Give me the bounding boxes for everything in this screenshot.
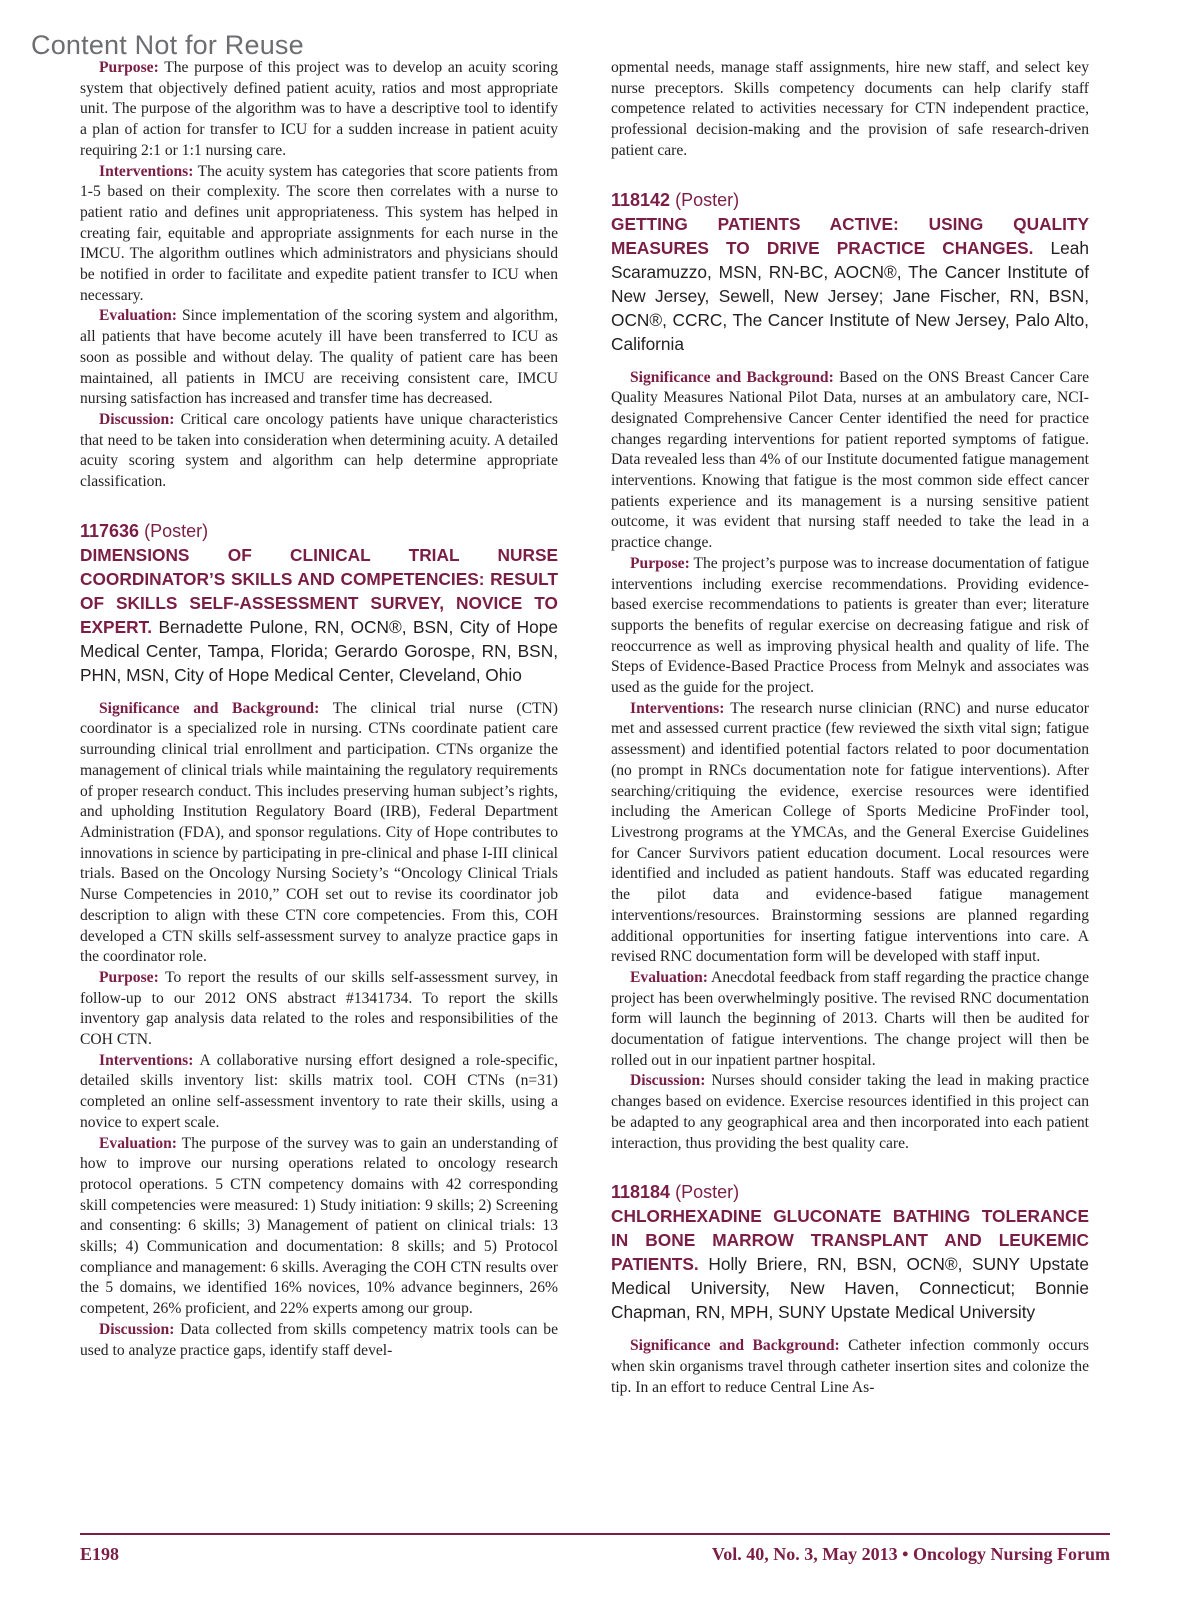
abstract-type: (Poster): [670, 189, 740, 210]
section-label: Evaluation:: [99, 1134, 177, 1152]
section-label: Interventions:: [630, 699, 725, 717]
watermark: Content Not for Reuse: [31, 30, 304, 60]
abstract-number: 117636: [80, 520, 140, 541]
abstract-title: DIMENSIONS OF CLINICAL TRIAL NURSE COORDINATOR’S SKILLS AND COMPETENCIES: RESULT OF SKILLS SELF-ASSESSMENT SURVEY, NOVICE TO EXPERT.: [80, 544, 558, 637]
abstract-118142: [611, 188, 1089, 1155]
paragraph-interventions: [611, 699, 1089, 968]
right-column: [611, 58, 1089, 1398]
section-label: Discussion:: [630, 1072, 706, 1090]
abstract-number: 118142: [611, 189, 671, 210]
section-text: Anecdotal feedback from staff regarding the practice change project has been overwhelmingly positive. The revised RNC documentation form will launch the beginning of 2013. Charts will then be audited for documentation of fatigue interventions. The change project will then be rolled out in our inpatient partner hospital.: [611, 968, 1089, 1069]
section-text: The project’s purpose was to increase documentation of fatigue interventions including exercise recommendations. Providing evidence-based exercise recommendations to patients is greater than ever; literature supports the benefits of regular exercise on decreasing fatigue and risk of reoccurrence as well as improving physical health and quality of life. The Steps of Evidence-Based Practice Process from Melnyk and associates was used as the guide for the project.: [611, 554, 1089, 697]
abstract-title: CHLORHEXADINE GLUCONATE BATHING TOLERANCE IN BONE MARROW TRANSPLANT AND LEUKEMIC PATIENTS.: [611, 1206, 1089, 1275]
abstract-title: GETTING PATIENTS ACTIVE: USING QUALITY MEASURES TO DRIVE PRACTICE CHANGES.: [611, 213, 1089, 258]
paragraph-interventions: [80, 1051, 558, 1134]
abstract-type: (Poster): [670, 1182, 740, 1203]
section-label: Interventions:: [99, 162, 194, 180]
abstract-authors: Bernadette Pulone, RN, OCN®, BSN, City of Hope Medical Center, Tampa, Florida; Gerardo Gorospe, RN, BSN, PHN, MSN, City of Hope Medical Center, Cleveland, Ohio: [80, 616, 558, 685]
section-label: Significance and Background:: [630, 1337, 840, 1355]
abstract-title-block: [611, 212, 1089, 356]
paragraph-evaluation: [80, 306, 558, 410]
paragraph-continuation: opmental needs, manage staff assignments, hire new staff, and select key nurse preceptors. Skills competency documents can help clarify staff competence related to activities necessary for CTN independent practice, professional decision-making and the provision of safe research-driven patient care.: [611, 59, 1089, 159]
section-label: Purpose:: [99, 59, 159, 76]
section-text: The acuity system has categories that score patients from 1-5 based on their complexity. The score then correlates with a nurse to patient ratio and defines unit appropriateness. This system has helped in creating fair, equitable and appropriate assignments for each nurse in the IMCU. The algorithm outlines which administrators and physicians should be notified in order to facilitate and expedite patient transfer to ICU when necessary.: [80, 162, 558, 304]
section-text: Based on the ONS Breast Cancer Care Quality Measures National Pilot Data, nurses at an ambulatory care, NCI-designated Comprehensive Cancer Center identified the need for practice changes regarding interventions for patient reported symptoms of fatigue. Data revealed less than 4% of our Institute documented fatigue management interventions. Knowing that fatigue is the most common side effect cancer patients experience and its management is a nursing sensitive patient outcome, it was evident that nursing staff needed to take the lead in a practice change.: [611, 368, 1089, 552]
abstract-id: [611, 188, 1089, 212]
section-label: Discussion:: [99, 1320, 175, 1338]
paragraph-evaluation: [80, 1134, 558, 1320]
section-text: Data collected from skills competency matrix tools can be used to analyze practice gaps, identify staff devel-: [80, 1320, 558, 1359]
section-text: The purpose of the survey was to gain an understanding of how to improve our nursing operations related to oncology research protocol operations. 5 CTN competency domains with 42 corresponding skill competencies were measured: 1) Study initiation: 9 skills; 2) Screening and consenting: 6 skills; 3) Management of patient on clinical trials: 13 skills; 4) Communication and documentation: 8 skills; and 5) Protocol compliance and management: 6 skills. Averaging the COH CTN results over the 5 domains, we identified 16% novices, 10% advance beginners, 26% competent, 26% proficient, and 22% experts among our group.: [80, 1134, 558, 1318]
page-number: E198: [80, 1544, 120, 1564]
section-label: Evaluation:: [630, 968, 708, 986]
section-text: Catheter infection commonly occurs when skin organisms travel through catheter insertion sites and colonize the tip. In an effort to reduce Central Line As-: [611, 1337, 1089, 1396]
abstract-authors: Leah Scaramuzzo, MSN, RN-BC, AOCN®, The Cancer Institute of New Jersey, Sewell, New Jersey; Jane Fischer, RN, BSN, OCN®, CCRC, The Cancer Institute of New Jersey, Palo Alto, California: [611, 237, 1089, 354]
section-text: The purpose of this project was to develop an acuity scoring system that objectively defined patient acuity, ratios and most appropriate unit. The purpose of the algorithm was to have a descriptive tool to identify a plan of action for transfer to ICU for a sudden increase in patient acuity requiring 2:1 or 1:1 nursing care.: [80, 59, 558, 159]
abstract-117636: [80, 519, 558, 1362]
section-text: The research nurse clinician (RNC) and nurse educator met and assessed current practice (few reviewed the sixth vital sign; fatigue assessment) and identified potential factors related to poor documentation (no prompt in RNCs documentation note for fatigue interventions). After searching/critiquing the evidence, exercise resources were identified including the American College of Sports Medicine ProFinder tool, Livestrong programs at the YMCAs, and the General Exercise Guidelines for Cancer Survivors patient education document. Local resources were identified and included as patient handouts. Staff was educated regarding the pilot data and evidence-based fatigue management interventions/resources. Brainstorming sessions are planned regarding additional opportunities for inserting fatigue interventions into care. A revised RNC documentation form will be developed with staff input.: [611, 699, 1089, 966]
abstract-id: [611, 1180, 1089, 1204]
section-label: Discussion:: [99, 410, 175, 428]
paragraph-significance: [611, 1336, 1089, 1398]
section-label: Purpose:: [630, 554, 690, 572]
paragraph-discussion: [80, 410, 558, 493]
abstract-id: [80, 519, 558, 543]
abstract-authors: Holly Briere, RN, BSN, OCN®, SUNY Upstate Medical University, New Haven, Connecticut; Bonnie Chapman, RN, MPH, SUNY Upstate Medical University: [611, 1254, 1089, 1323]
section-label: Significance and Background:: [630, 368, 834, 386]
abstract-118184: [611, 1180, 1089, 1398]
section-label: Significance and Background:: [99, 699, 320, 717]
abstract-type: (Poster): [139, 520, 209, 541]
section-text: A collaborative nursing effort designed a role-specific, detailed skills inventory list: skills matrix tool. COH CTNs (n=31) completed an online self-assessment inventory to rate their skills, using a novice to expert scale.: [80, 1051, 558, 1131]
section-text: Since implementation of the scoring system and algorithm, all patients that have become acutely ill have been transferred to ICU as soon as possible and without delay. The quality of patient care has been maintained, all patients in IMCU are receiving consistent care, IMCU nursing satisfaction has increased and transfer time has decreased.: [80, 307, 558, 408]
abstract-title-block: [80, 543, 558, 687]
footer-rule: [80, 1533, 1110, 1535]
section-label: Interventions:: [99, 1051, 194, 1069]
paragraph-discussion: [80, 1320, 558, 1361]
paragraph-purpose: [80, 58, 558, 162]
section-text: To report the results of our skills self-assessment survey, in follow-up to our 2012 ONS abstract #1341734. To report the skills inventory gap analysis data related to the roles and responsibilities of the COH CTN.: [80, 968, 558, 1049]
paragraph-purpose: [80, 968, 558, 1051]
section-text: The clinical trial nurse (CTN) coordinator is a specialized role in nursing. CTNs coordinate patient care surrounding clinical trial enrollment and participation. CTNs organize the management of clinical trials while maintaining the regulatory requirements of proper research conduct. This includes preserving human subject’s rights, and upholding Institution Regulatory Board (IRB), Federal Department Administration (FDA), and sponsor regulations. City of Hope contributes to innovations in science by participating in pre-clinical and phase I-III clinical trials. Based on the Oncology Nursing Society’s “Oncology Clinical Trials Nurse Competencies in 2010,” COH set out to revise its coordinator job description to align with these CTN core competencies. From this, COH developed a CTN skills self-assessment survey to analyze practice gaps in the coordinator role.: [80, 699, 558, 966]
paragraph-interventions: [80, 162, 558, 307]
section-label: Purpose:: [99, 968, 159, 986]
left-column: [80, 58, 558, 1361]
paragraph-significance: [611, 368, 1089, 554]
section-text: Critical care oncology patients have unique characteristics that need to be taken into consideration when determining acuity. A detailed acuity scoring system and algorithm can help determine appropriate classification.: [80, 410, 558, 491]
journal-citation: Vol. 40, No. 3, May 2013 • Oncology Nursing Forum: [711, 1544, 1110, 1564]
abstract-number: 118184: [611, 1182, 671, 1203]
abstract-title-block: [611, 1204, 1089, 1324]
paragraph-significance: [80, 699, 558, 968]
section-text: Nurses should consider taking the lead in making practice changes based on evidence. Exercise resources identified in this project can be adapted to any geographical area and then incorporated into each patient interaction, thus providing the best quality care.: [611, 1072, 1089, 1152]
section-label: Evaluation:: [99, 307, 177, 325]
paragraph-purpose: [611, 554, 1089, 699]
paragraph-discussion: [611, 1071, 1089, 1154]
paragraph-evaluation: [611, 968, 1089, 1072]
